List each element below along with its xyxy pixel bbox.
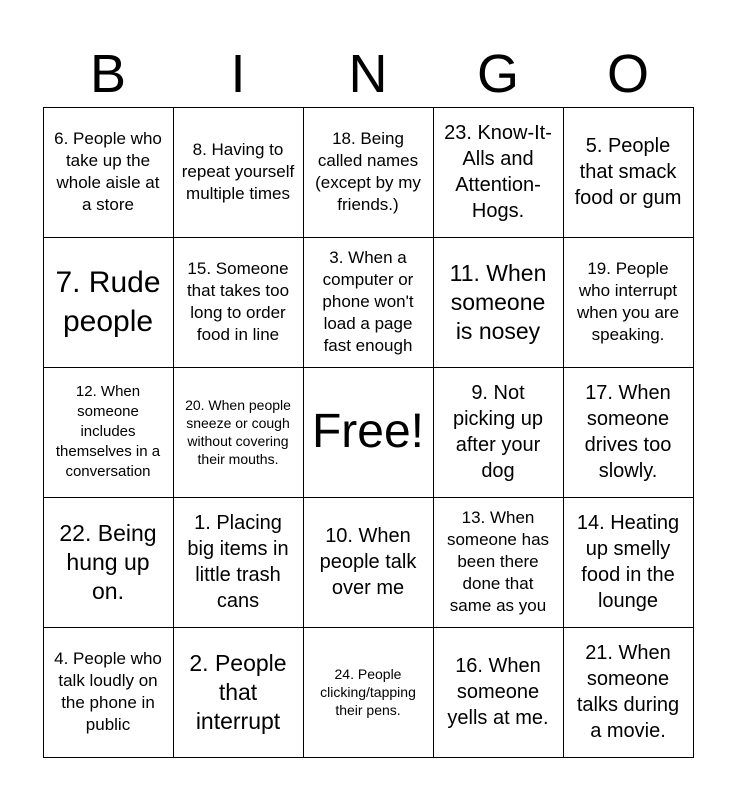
cell-text: 12. When someone includes themselves in a conversation [55,383,161,480]
cell-text: 20. When people sneeze or cough without covering their mouths. [185,397,291,467]
header-letter-b: B [89,44,127,104]
bingo-cell[interactable] [563,497,694,628]
cell-text: 16. When someone yells at me. [447,655,549,729]
cell-text: 4. People who talk loudly on the phone in public [54,649,162,734]
bingo-cell[interactable] [43,107,174,238]
bingo-cell[interactable] [43,237,174,368]
bingo-cell[interactable] [43,497,174,628]
bingo-cell[interactable] [43,627,174,758]
bingo-cell[interactable] [433,497,564,628]
cell-text: 1. Placing big items in little trash cans [187,512,289,612]
cell-text: 17. When someone drives too slowly. [584,382,672,482]
header-letter-i: I [230,44,246,104]
cell-text: 5. People that smack food or gum [574,135,682,209]
header-letter-g: G [476,44,519,104]
bingo-cell[interactable] [563,107,694,238]
cell-text: 23. Know-It-Alls and Attention-Hogs. [444,122,552,222]
cell-text: 19. People who interrupt when you are speaking. [576,259,680,344]
cell-text: 13. When someone has been there done that same as you [446,508,550,615]
cell-text: 8. Having to repeat yourself multiple times [181,140,295,203]
bingo-cell[interactable] [173,497,304,628]
cell-text: 14. Heating up smelly food in the lounge [576,512,680,612]
bingo-cell[interactable] [173,627,304,758]
bingo-cell[interactable] [433,627,564,758]
bingo-cell[interactable] [303,237,434,368]
bingo-cell[interactable] [303,107,434,238]
bingo-cell[interactable] [303,627,434,758]
cell-text: 9. Not picking up after your dog [452,382,544,482]
bingo-cell[interactable] [433,367,564,498]
bingo-cell[interactable] [303,497,434,628]
cell-text: 24. People clicking/tapping their pens. [320,666,416,718]
header-letter-o: O [606,44,649,104]
cell-text: 15. Someone that takes too long to order food in line [186,259,290,344]
cell-text: 11. When someone is nosey [449,259,547,344]
bingo-cell[interactable] [433,237,564,368]
cell-text: 21. When someone talks during a movie. [576,642,680,742]
cell-text: 18. Being called names (except by my friends.) [315,129,421,214]
free-space-cell[interactable] [303,367,434,498]
bingo-cell[interactable] [563,627,694,758]
bingo-header [43,42,693,106]
header-letter-n: N [348,44,388,104]
bingo-cell[interactable] [433,107,564,238]
cell-text: 3. When a computer or phone won't load a page fast enough [322,248,414,355]
bingo-cell[interactable] [173,107,304,238]
cell-text: 2. People that interrupt [189,649,287,734]
bingo-cell[interactable] [43,367,174,498]
bingo-cell[interactable] [563,237,694,368]
bingo-cell[interactable] [563,367,694,498]
cell-text: 6. People who take up the whole aisle at a store [54,129,162,214]
cell-text: 10. When people talk over me [319,525,417,599]
cell-text: 7. Rude people [55,266,161,338]
bingo-cell[interactable] [173,367,304,498]
cell-text: 22. Being hung up on. [59,519,157,604]
bingo-card-grid [43,107,693,757]
bingo-cell[interactable] [173,237,304,368]
free-space-text: Free! [311,405,425,458]
